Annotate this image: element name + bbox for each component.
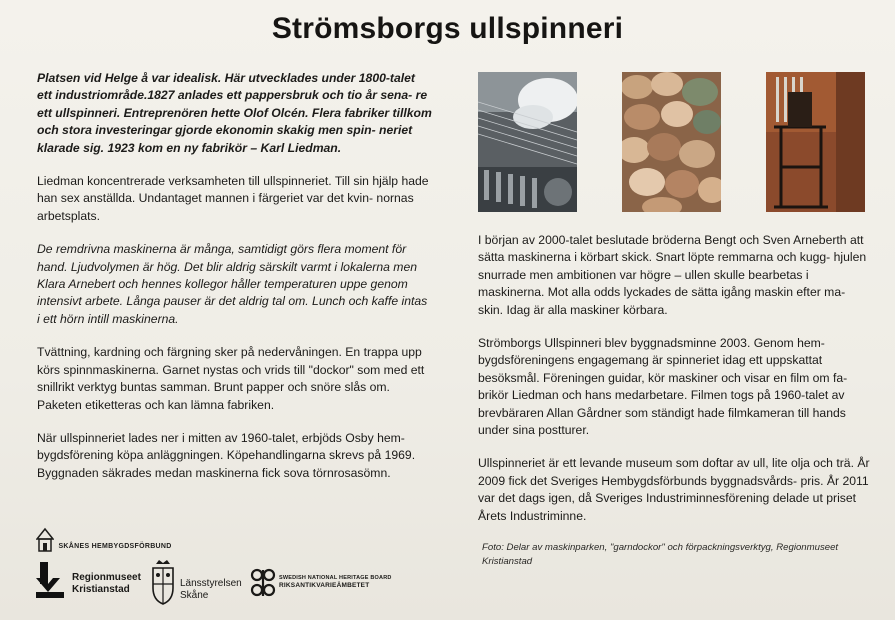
knot-emblem-icon [250,568,276,598]
lansstyrelsen-line1: Länsstyrelsen [180,578,242,589]
raa-line1: SWEDISH NATIONAL HERITAGE BOARD [279,575,392,581]
arrow-down-logo-icon [36,562,66,598]
hembygdsforbund-label: SKÅNES HEMBYGDSFÖRBUND [58,543,172,550]
paragraph-process: Tvättning, kardning och färgning sker på nedervåningen. En trappa upp körs spinnmaskinerna. Garnet nystas och vrids till "dockor" som med ett snillrikt verktyg buntas samman. Brunt papper och snöre slås om. Paketen etiketteras och kan lämna fabriken. [37,345,425,412]
logo-hembygdsforbund [36,527,172,553]
paragraph-restoration: I början av 2000-talet beslutade bröderna Bengt och Sven Arneberth att sätta maskinerna i körbart skick. Snart löpte remmarna och kugg- hjulen snurrade men ambitionen var högre – ullen skulle bearbetas i maskinerna. Mot alla odds lyckades de sätta igång maskin efter ma- skin. Idag är alla maskiner körbara. [478,233,867,317]
sign-title: Strömsborgs ullspinneri [271,12,624,45]
intro-paragraph: Platsen vid Helge å var idealisk. Här utvecklades under 1800-talet ett industriområde.1827 anlades ett pappersbruk och tio år sena- re ett ullspinneri. Entreprenören hette Olof Olcén. Flera fabriker tillkom och stora investeringar gjorde ekonomin skakig men spin- neriet klarade sig. 1923 kom en ny fabrikör – Karl Liedman. [37,71,432,155]
photo-packing-tool [766,72,865,212]
coat-of-arms-icon [150,560,176,606]
raa-line2: RIKSANTIKVARIEÄMBETET [279,582,370,589]
paragraph-heritage: Strömborgs Ullspinneri blev byggnadsminne 2003. Genom hem- bygdsföreningens engagemang är spinneriet idag ett uppskattat besöksmål. Föreningen guidar, kör maskiner och visar en film om fa- brikör Liedman och hans medarbetare. Filmen togs på 1960-talet av brevbäraren Allan Gårdner som ständigt hade filmkameran till hands under sina postturer. [478,336,848,438]
lansstyrelsen-line2: Skåne [180,590,209,601]
regionmuseet-line2: Kristianstad [72,584,130,595]
paragraph-museum: Ullspinneriet är ett levande museum som doftar av ull, lite olja och trä. År 2009 fick det Sveriges Hembygdsförbunds byggnadsvårds- pris. År 2011 var det dags igen, då Sveriges Industriminnesförening delade ut priset Årets Industriminne. [478,456,870,523]
paragraph-closure: När ullspinneriet lades ner i mitten av 1960-talet, erbjöds Osby hem- bygdsförening köpa anläggningen. Köpehandlingarna skrevs på 1969. Byggnaden säkrades medan maskinerna fick sova törnrosasömn. [37,430,416,480]
photo-spinning-machine [478,72,577,212]
paragraph-liedman: Liedman koncentrerade verksamheten till ullspinneriet. Till sin hjälp hade han sex anställda. Undantaget mannen i färgeriet var det kvin- nornas arbetsplats. [37,174,429,223]
right-column [478,232,873,541]
regionmuseet-line1: Regionmuseet [72,572,141,583]
house-emblem-icon [36,527,54,553]
photo-yarn-dolls [622,72,721,212]
photo-caption: Foto: Delar av maskinparken, "garndockor" och förpackningsverktyg, Regionmuseet Kristianstad [482,542,839,567]
left-column [37,70,432,498]
paragraph-machines: De remdrivna maskinerna är många, samtidigt görs flera moment för hand. Ljudvolymen är hög. Det blir aldrig särskilt varmt i lokalerna men Klara Arnebert och hennes kollegor håller temperaturen uppe genom intensivt arbete. Långa pauser är det aldrig tal om. Lunch och kaffe intas i ett hörn intill maskinerna. [37,242,428,326]
